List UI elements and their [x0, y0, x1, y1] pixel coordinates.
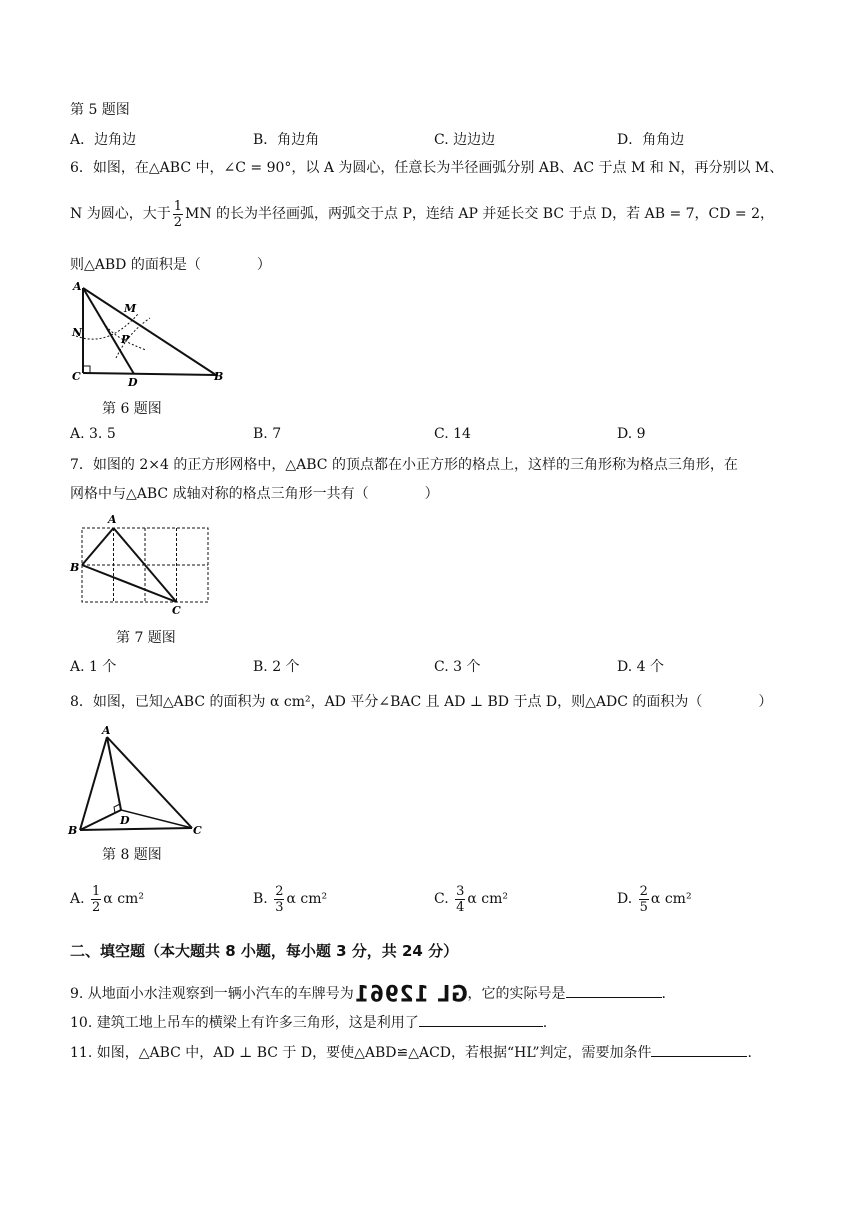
- q7-option-d: D. 4 个: [617, 659, 664, 675]
- q6-frac-num: 1: [173, 198, 182, 214]
- q5-option-b: B．角边角: [253, 132, 320, 148]
- q6-label-m: M: [124, 302, 137, 315]
- q6-label-d: D: [128, 376, 138, 389]
- q7-label-a: A: [108, 513, 117, 526]
- q6-option-a: A. 3. 5: [70, 426, 116, 442]
- q8-option-a-unit: α cm²: [103, 891, 144, 907]
- q6-right-angle-mark: [83, 366, 90, 373]
- q6-option-c: C. 14: [434, 426, 471, 442]
- q7-caption: 第 7 题图: [116, 630, 176, 646]
- q9-end: .: [661, 986, 666, 1002]
- q6-stem-line2-a: N 为圆心，大于: [70, 206, 171, 222]
- q6-caption: 第 6 题图: [102, 401, 162, 417]
- q8-option-b-den: 3: [275, 899, 284, 915]
- q10-text: 10. 建筑工地上吊车的横梁上有许多三角形，这是利用了: [70, 1015, 419, 1031]
- q6-stem-line2: [70, 195, 774, 233]
- q8-option-c-num: 3: [456, 883, 465, 899]
- q6-label-a: A: [73, 280, 82, 293]
- q7-stem-line2: 网格中与△ABC 成轴对称的格点三角形一共有（ ）: [70, 486, 439, 502]
- q8-seg-dc: [121, 810, 192, 828]
- q8-figure: [66, 722, 216, 838]
- q6-fraction: [173, 199, 183, 230]
- q8-option-c-frac: [455, 884, 465, 915]
- q5-option-d: D．角角边: [617, 132, 685, 148]
- q6-stem-line1: 6．如图，在△ABC 中，∠C = 90°，以 A 为圆心，任意长为半径画弧分别 AB、AC 于点 M 和 N，再分别以 M、: [70, 160, 784, 176]
- q11-end: .: [747, 1045, 752, 1061]
- q8-label-d: D: [120, 814, 130, 827]
- q9-text-a: 9. 从地面小水洼观察到一辆小汽车的车牌号为: [70, 986, 354, 1002]
- q8-option-b-num: 2: [275, 883, 284, 899]
- q6-seg-ab: [83, 288, 216, 375]
- q8-label-a: A: [102, 724, 111, 737]
- q8-option-d-den: 5: [639, 899, 648, 915]
- q5-option-a: A．边角边: [70, 132, 137, 148]
- q8-option-c-unit: α cm²: [467, 891, 509, 907]
- q8-option-d-frac: [639, 884, 649, 915]
- q7-option-c: C. 3 个: [434, 659, 481, 675]
- q8-stem-line1: 8．如图，已知△ABC 的面积为 α cm²，AD 平分∠BAC 且 AD ⊥ BD 于点 D，则△ADC 的面积为（ ）: [70, 694, 773, 710]
- q8-label-b: B: [68, 824, 78, 837]
- q11-answer-blank[interactable]: [651, 1042, 747, 1057]
- q5-caption: 第 5 题图: [70, 102, 130, 118]
- q8-option-b-frac: [274, 884, 284, 915]
- q5-option-c: C. 边边边: [434, 132, 496, 148]
- q6-seg-ad: [83, 288, 134, 374]
- q6-option-d: D. 9: [617, 426, 646, 442]
- q9-line: [70, 980, 666, 1008]
- q7-label-c: C: [172, 604, 181, 615]
- q6-label-n: N: [72, 326, 83, 339]
- q5-options: [70, 129, 790, 149]
- q8-option-c-den: 4: [456, 899, 465, 915]
- q11-text: 11. 如图，△ABC 中，AD ⊥ BC 于 D，要使△ABD≌△ACD，若根据“HL”判定，需要加条件: [70, 1045, 652, 1061]
- q8-options: [70, 879, 790, 919]
- q6-stem-line2-b: MN 的长为半径画弧，两弧交于点 P，连结 AP 并延长交 BC 于点 D，若 AB = 7，CD = 2，: [184, 206, 775, 222]
- q7-option-b: B. 2 个: [253, 659, 300, 675]
- q8-seg-ad: [107, 737, 121, 810]
- q8-option-d: [617, 879, 692, 919]
- q8-caption: 第 8 题图: [102, 847, 162, 863]
- q7-seg-bc: [82, 565, 177, 602]
- q10-answer-blank[interactable]: [419, 1012, 543, 1027]
- section-2-title: 二、填空题（本大题共 8 小题，每小题 3 分，共 24 分）: [70, 942, 459, 960]
- q10-line: [70, 1012, 547, 1033]
- q7-seg-ab: [82, 528, 114, 565]
- q9-text-b: ，它的实际号是: [467, 986, 566, 1002]
- q6-label-c: C: [72, 370, 81, 383]
- q8-option-b: [253, 879, 327, 919]
- q8-option-b-unit: α cm²: [286, 891, 328, 907]
- q8-option-d-num: 2: [639, 883, 648, 899]
- q6-label-p: P: [121, 333, 130, 346]
- q8-option-c: [434, 879, 508, 919]
- q8-seg-bc: [80, 828, 192, 830]
- q6-stem-line3: 则△ABD 的面积是（ ）: [70, 257, 271, 273]
- q7-stem-line1: 7．如图的 2×4 的正方形网格中，△ABC 的顶点都在小正方形的格点上，这样的三角形称为格点三角形，在: [70, 457, 738, 473]
- q8-option-d-unit: α cm²: [650, 891, 692, 907]
- q6-label-b: B: [214, 370, 224, 383]
- q8-option-a-num: 1: [92, 883, 101, 899]
- q6-frac-den: 2: [173, 214, 182, 230]
- q8-option-a-letter: A.: [70, 891, 85, 907]
- q6-seg-cb: [83, 373, 216, 375]
- q6-option-b: B. 7: [253, 426, 282, 442]
- q8-option-c-letter: C.: [434, 891, 449, 907]
- q8-option-a: [70, 879, 144, 919]
- q9-plate-image: GL 12961: [353, 980, 468, 1008]
- q8-option-a-frac: [91, 884, 101, 915]
- q6-figure: [68, 278, 228, 390]
- q7-label-b: B: [70, 561, 80, 574]
- q11-line: [70, 1042, 752, 1063]
- q7-figure: [68, 510, 218, 615]
- q8-seg-ab: [80, 737, 107, 830]
- q6-options: [70, 426, 790, 446]
- q7-option-a: A. 1 个: [70, 659, 117, 675]
- q8-option-d-letter: D.: [617, 891, 633, 907]
- q9-answer-blank[interactable]: [566, 983, 662, 998]
- q8-label-c: C: [193, 824, 202, 837]
- q8-option-a-den: 2: [92, 899, 101, 915]
- q10-end: .: [542, 1015, 548, 1031]
- q7-options: [70, 656, 790, 676]
- q8-option-b-letter: B.: [253, 891, 268, 907]
